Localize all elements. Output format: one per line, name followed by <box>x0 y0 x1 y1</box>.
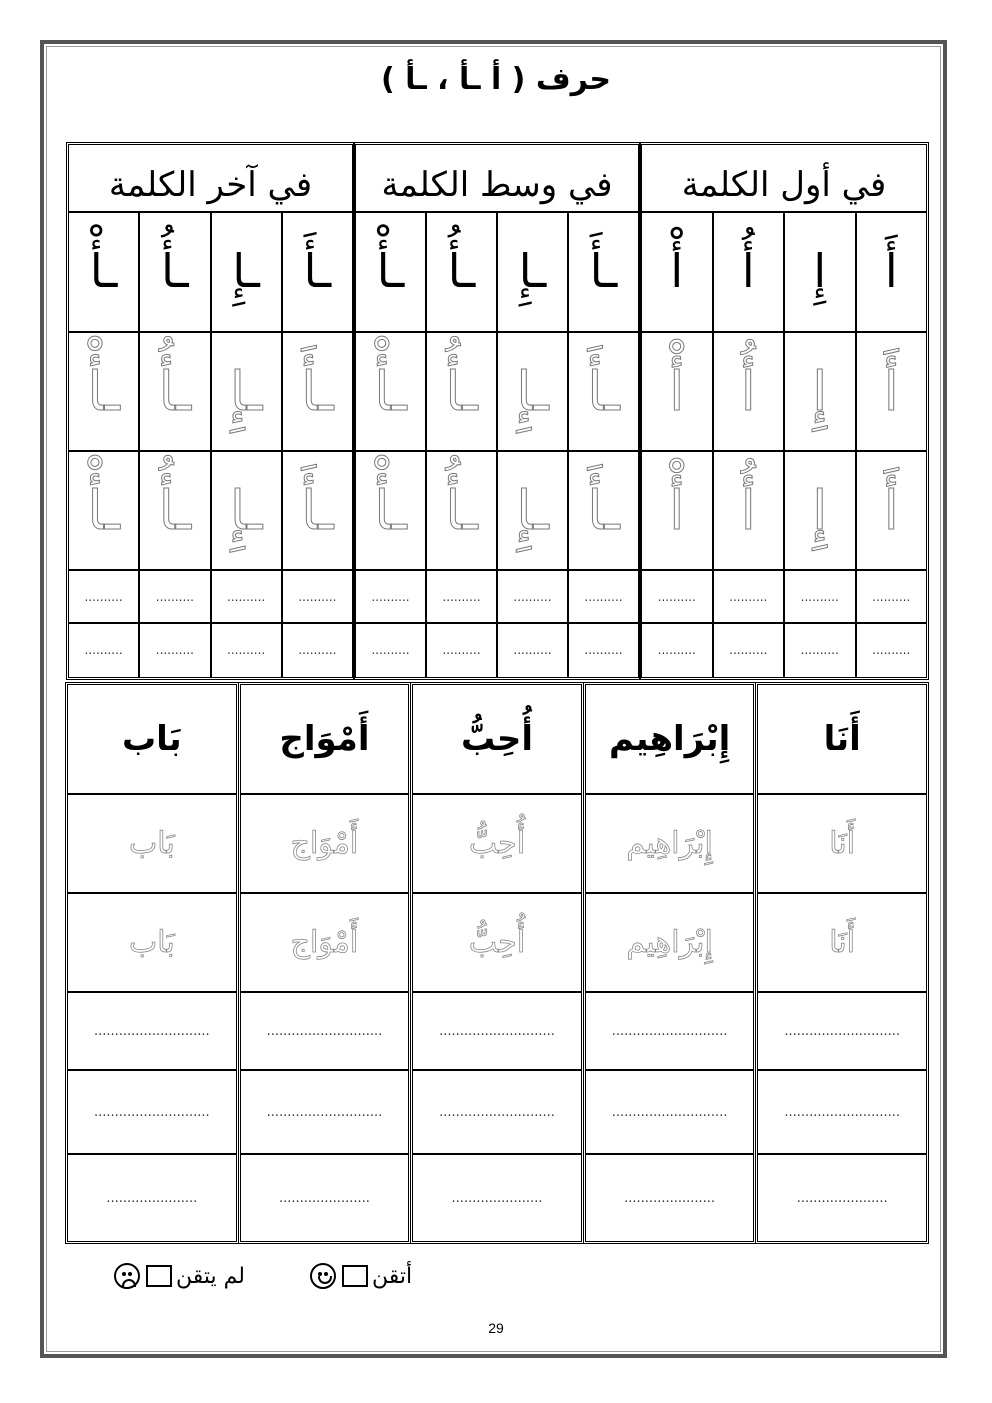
writing-blank[interactable]: .......... <box>872 642 911 657</box>
trace-word: أَمْوَاج <box>290 925 359 960</box>
writing-blank[interactable]: .......... <box>298 642 337 657</box>
letter-column <box>281 211 352 677</box>
section-heading: في وسط الكلمة <box>356 145 638 213</box>
model-letter: أَ <box>857 211 927 333</box>
trace-letter: ـأُ <box>445 479 478 542</box>
writing-blank[interactable]: .......... <box>155 642 194 657</box>
letter-column <box>69 211 138 677</box>
writing-blank[interactable]: .......... <box>872 589 911 604</box>
model-word: أَمْوَاج <box>241 685 409 795</box>
writing-blank[interactable]: ............................ <box>784 1104 901 1120</box>
trace-letter: ـأَ <box>301 360 334 423</box>
writing-blank[interactable]: ............................ <box>439 1023 555 1039</box>
letter-column <box>567 211 638 677</box>
trace-letter: ـأُ <box>445 360 478 423</box>
model-word: بَاب <box>68 685 236 795</box>
writing-blank[interactable]: .......... <box>657 642 696 657</box>
trace-letter: إِ <box>812 360 828 423</box>
model-letter: ـأَ <box>569 211 638 333</box>
trace-letter: ـأُ <box>158 479 192 542</box>
rating-label: أتقن <box>372 1263 413 1289</box>
model-letter: ـأُ <box>427 211 496 333</box>
letter-column <box>425 211 496 677</box>
trace-letter: ـأْ <box>374 479 407 542</box>
writing-blank[interactable]: ............................ <box>784 1023 901 1039</box>
rating-not-mastered <box>112 1258 245 1294</box>
rating-mastered <box>308 1258 412 1294</box>
section-middle <box>353 142 641 680</box>
trace-word: أُحِبُّ <box>468 925 526 960</box>
writing-blank[interactable]: ............................ <box>439 1104 555 1120</box>
trace-letter: ـأَ <box>301 479 334 542</box>
writing-blank[interactable]: .......... <box>84 589 123 604</box>
writing-blank[interactable]: ............................ <box>93 1104 210 1120</box>
trace-word: أَنَا <box>829 925 856 960</box>
writing-blank[interactable]: .......... <box>513 642 552 657</box>
writing-blank[interactable]: .......... <box>371 589 410 604</box>
writing-blank[interactable]: .......... <box>84 642 123 657</box>
writing-blank[interactable]: ...................... <box>796 1190 888 1206</box>
model-letter: ـأْ <box>356 211 425 333</box>
trace-letter: ـأْ <box>87 479 120 542</box>
trace-word: أُحِبُّ <box>468 826 526 861</box>
trace-letter: أَ <box>883 360 899 423</box>
letter-column <box>356 211 425 677</box>
trace-word: بَاب <box>128 925 175 960</box>
model-word: إِبْرَاهِيم <box>586 685 754 795</box>
letter-column <box>210 211 281 677</box>
writing-blank[interactable]: ............................ <box>611 1104 728 1120</box>
letter-column <box>783 211 855 677</box>
writing-blank[interactable]: .......... <box>729 589 768 604</box>
model-letter: ـأَ <box>283 211 352 333</box>
page-title: حرف ( أ ـأ ، ـأ ) <box>381 62 611 97</box>
writing-blank[interactable]: ...................... <box>624 1190 716 1206</box>
writing-blank[interactable]: ...................... <box>278 1190 370 1206</box>
writing-blank[interactable]: .......... <box>584 589 623 604</box>
writing-blank[interactable]: ............................ <box>266 1104 383 1120</box>
word-column <box>238 682 412 1244</box>
writing-blank[interactable]: .......... <box>442 589 481 604</box>
model-letter: أْ <box>642 211 712 333</box>
section-end <box>66 142 355 680</box>
trace-letter: ـأْ <box>87 360 120 423</box>
model-letter: ـإِ <box>212 211 281 333</box>
rating-checkbox[interactable] <box>146 1265 172 1287</box>
sad-face-icon <box>114 1263 140 1289</box>
word-column <box>583 682 757 1244</box>
trace-letter: ـإِ <box>516 479 549 542</box>
words-table <box>66 682 929 1244</box>
smiley-face-icon <box>310 1263 336 1289</box>
section-heading: في آخر الكلمة <box>69 145 352 213</box>
model-letter: ـإِ <box>498 211 567 333</box>
trace-letter: ـإِ <box>229 360 263 423</box>
page-number: 29 <box>488 1320 504 1336</box>
writing-blank[interactable]: .......... <box>800 642 839 657</box>
trace-word: إِبْرَاهِيم <box>626 826 713 861</box>
writing-blank[interactable]: .......... <box>227 589 266 604</box>
model-word: أَنَا <box>758 685 926 795</box>
trace-letter: ـأْ <box>374 360 407 423</box>
letter-column <box>712 211 784 677</box>
writing-blank[interactable]: .......... <box>729 642 768 657</box>
section-beginning <box>639 142 929 680</box>
trace-letter: ـأَ <box>587 479 620 542</box>
rating-checkbox[interactable] <box>342 1265 368 1287</box>
trace-letter: إِ <box>812 479 828 542</box>
letter-column <box>138 211 209 677</box>
trace-letter: ـأُ <box>158 360 192 423</box>
writing-blank[interactable]: .......... <box>371 642 410 657</box>
writing-blank[interactable]: .......... <box>298 589 337 604</box>
model-letter: ـأُ <box>140 211 209 333</box>
writing-blank[interactable]: ............................ <box>93 1023 210 1039</box>
trace-letter: أُ <box>740 360 756 423</box>
trace-letter: ـأَ <box>587 360 620 423</box>
trace-letter: ـإِ <box>229 479 263 542</box>
letter-column <box>855 211 927 677</box>
model-letter: أُ <box>714 211 784 333</box>
word-column <box>755 682 929 1244</box>
writing-blank[interactable]: ...................... <box>106 1190 198 1206</box>
writing-blank[interactable]: .......... <box>442 642 481 657</box>
trace-word: إِبْرَاهِيم <box>626 925 713 960</box>
trace-word: أَنَا <box>829 826 856 861</box>
writing-blank[interactable]: ............................ <box>266 1023 383 1039</box>
trace-letter: ـإِ <box>516 360 549 423</box>
trace-letter: أْ <box>669 479 685 542</box>
trace-word: أَمْوَاج <box>290 826 359 861</box>
writing-blank[interactable]: .......... <box>155 589 194 604</box>
section-heading: في أول الكلمة <box>642 145 926 213</box>
model-letter: إِ <box>785 211 855 333</box>
trace-letter: أُ <box>740 479 756 542</box>
word-column <box>65 682 239 1244</box>
trace-word: بَاب <box>128 826 175 861</box>
trace-letter: أَ <box>883 479 899 542</box>
model-letter: ـأْ <box>69 211 138 333</box>
letter-column <box>642 211 712 677</box>
letter-column <box>496 211 567 677</box>
writing-blank[interactable]: .......... <box>227 642 266 657</box>
writing-blank[interactable]: .......... <box>657 589 696 604</box>
writing-blank[interactable]: .......... <box>800 589 839 604</box>
writing-blank[interactable]: ............................ <box>611 1023 728 1039</box>
writing-blank[interactable]: .......... <box>513 589 552 604</box>
writing-blank[interactable]: ...................... <box>451 1190 543 1206</box>
letter-positions-table <box>66 142 929 680</box>
model-word: أُحِبُّ <box>413 685 581 795</box>
rating-label: لم يتقن <box>176 1263 245 1289</box>
trace-letter: أْ <box>669 360 685 423</box>
writing-blank[interactable]: .......... <box>584 642 623 657</box>
word-column <box>410 682 584 1244</box>
